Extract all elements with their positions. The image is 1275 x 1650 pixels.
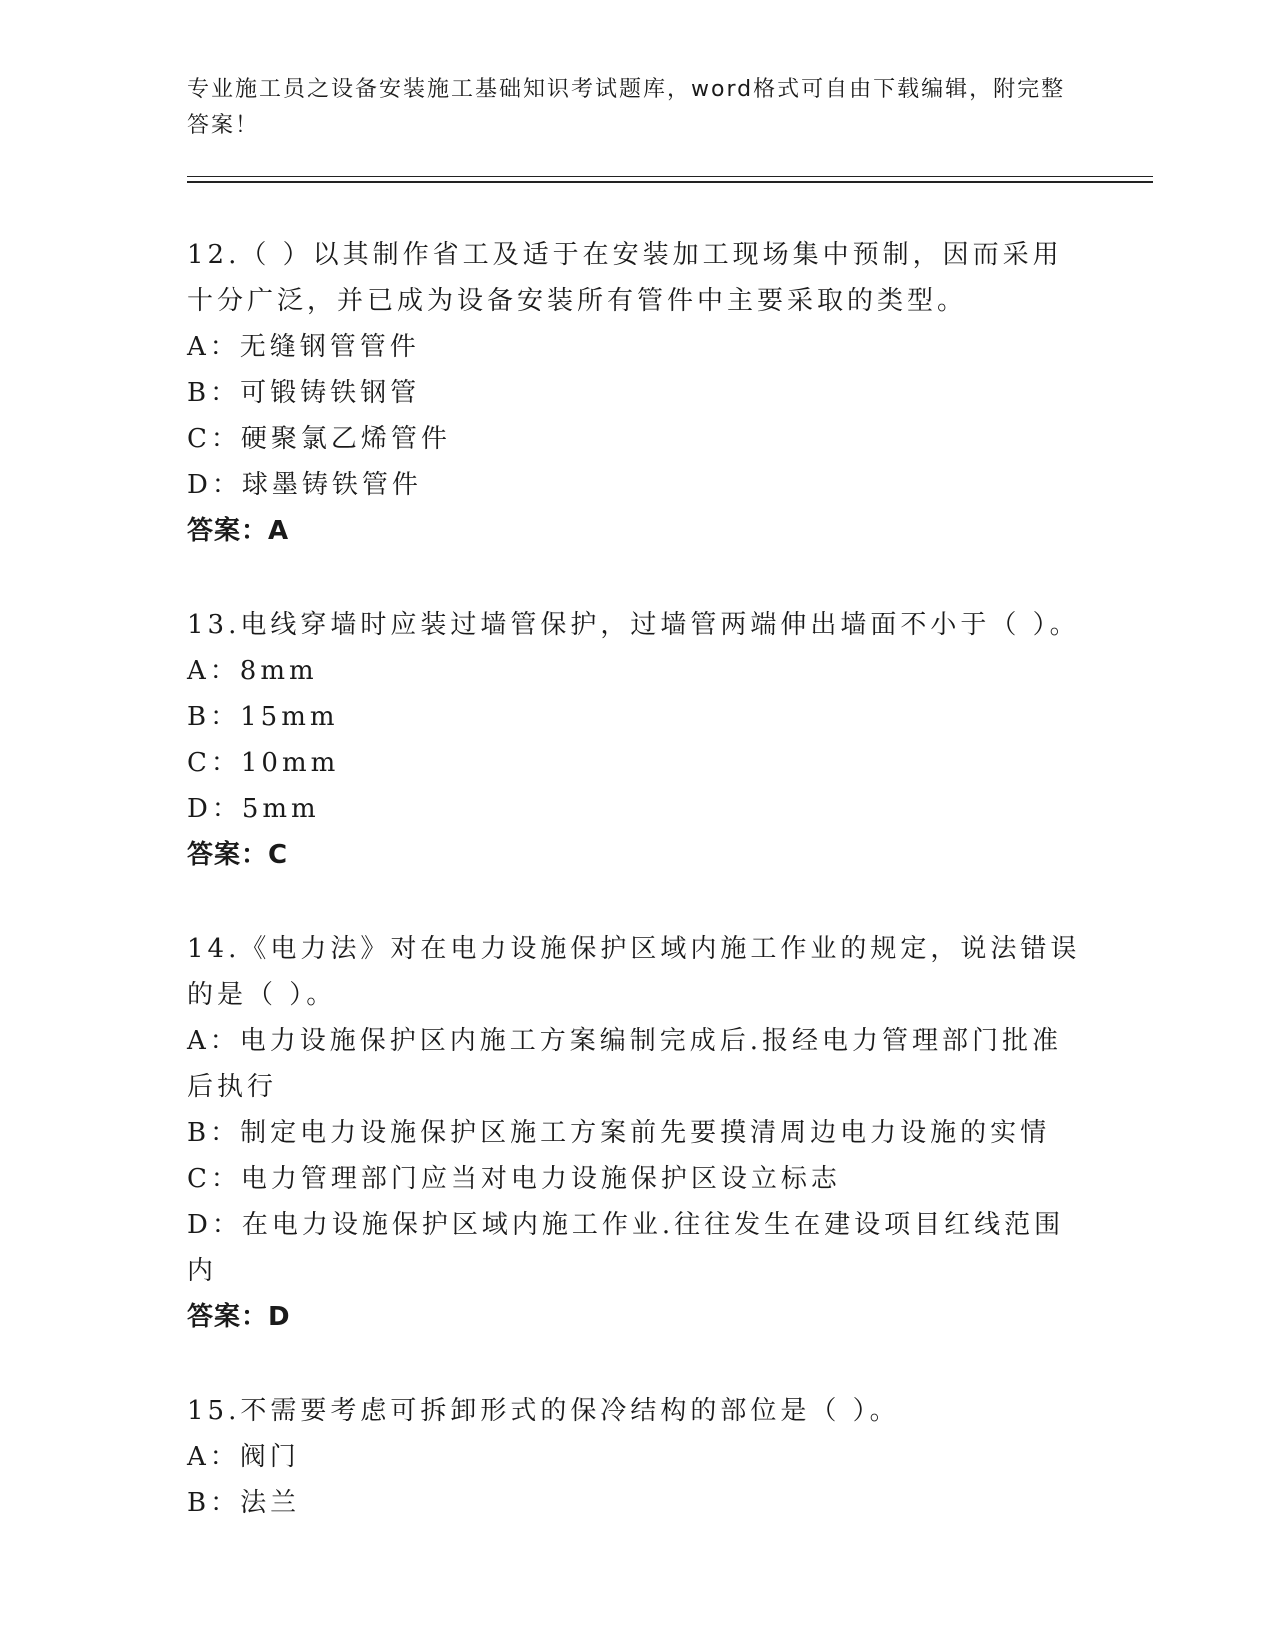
option-c: C：硬聚氯乙烯管件 — [187, 424, 451, 454]
header-divider-thick — [187, 181, 1153, 183]
option-c: C：10mm — [187, 748, 340, 778]
question-12 — [187, 232, 1087, 554]
question-text: 15.不需要考虑可拆卸形式的保冷结构的部位是（ ）。 — [187, 1396, 900, 1426]
question-14 — [187, 926, 1087, 1340]
option-b: B：制定电力设施保护区施工方案前先要摸清周边电力设施的实情 — [187, 1118, 1051, 1148]
question-13 — [187, 602, 1087, 878]
option-a: A：电力设施保护区内施工方案编制完成后.报经电力管理部门批准后执行 — [187, 1026, 1063, 1102]
option-d: D：在电力设施保护区域内施工作业.往往发生在建设项目红线范围内 — [187, 1210, 1065, 1286]
question-text: 14.《电力法》对在电力设施保护区域内施工作业的规定，说法错误的是（ ）。 — [187, 934, 1081, 1010]
option-a: A：8mm — [187, 656, 318, 686]
header-title: 专业施工员之设备安装施工基础知识考试题库，word格式可自由下载编辑，附完整答案！ — [187, 77, 1066, 138]
option-b: B：法兰 — [187, 1488, 301, 1518]
header-divider-thin — [187, 176, 1153, 177]
option-c: C：电力管理部门应当对电力设施保护区设立标志 — [187, 1164, 841, 1194]
answer: 答案：A — [187, 516, 290, 546]
option-b: B：15mm — [187, 702, 339, 732]
answer: 答案：D — [187, 1302, 291, 1332]
option-d: D：5mm — [187, 794, 320, 824]
question-15 — [187, 1388, 1087, 1526]
option-a: A：无缝钢管管件 — [187, 332, 420, 362]
option-a: A：阀门 — [187, 1442, 300, 1472]
option-b: B：可锻铸铁钢管 — [187, 378, 421, 408]
question-text: 13.电线穿墙时应装过墙管保护，过墙管两端伸出墙面不小于（ ）。 — [187, 610, 1080, 640]
question-list — [187, 232, 1087, 1574]
answer: 答案：C — [187, 840, 289, 870]
question-text: 12.（ ）以其制作省工及适于在安装加工现场集中预制，因而采用十分广泛，并已成为设备安装所有管件中主要采取的类型。 — [187, 240, 1063, 316]
option-d: D：球墨铸铁管件 — [187, 470, 422, 500]
document-header — [187, 72, 1067, 144]
